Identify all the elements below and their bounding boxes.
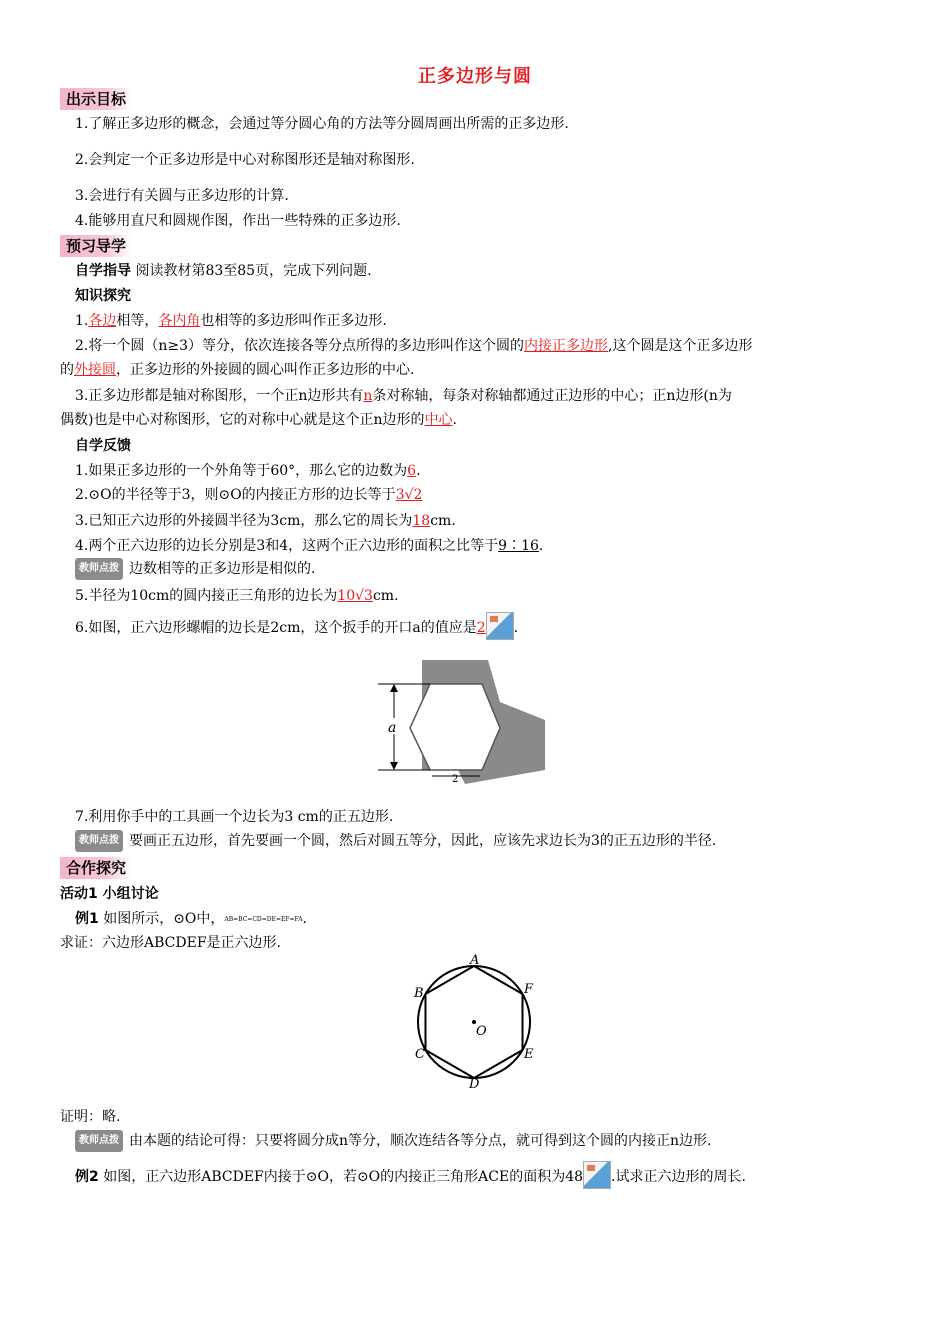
teacher-tip-badge: 教师点拨 (75, 1130, 123, 1152)
q2-answer-2: 外接圆 (74, 362, 116, 378)
teacher-tip-badge: 教师点拨 (75, 830, 123, 852)
section-tag-preview: 预习导学 (60, 235, 132, 257)
vertex-label-e: E (524, 1047, 534, 1062)
knowledge-q2-line1 (75, 336, 890, 356)
vertex-label-b: B (414, 986, 424, 1001)
q2-answer-1: 内接正多边形 (524, 338, 609, 354)
knowledge-q3-line2 (60, 410, 890, 430)
activity-heading: 活动1 小组讨论 (60, 886, 159, 902)
q1-prefix: 1. (75, 313, 89, 329)
q3-line2-prefix: 偶数)也是中心对称图形，它的对称中心就是这个正n边形的 (60, 412, 425, 428)
feedback-f3 (75, 511, 890, 531)
example-1-label: 例1 (75, 911, 99, 927)
example-1-prove: 求证：六边形ABCDEF是正六边形. (60, 935, 281, 951)
self-study-text: 阅读教材第83至85页，完成下列问题. (135, 263, 372, 279)
f3-answer: 18 (412, 513, 431, 529)
feedback-f5 (75, 586, 890, 606)
tip3-text: 由本题的结论可得：只要将圆分成n等分，顺次连结各等分点，就可得到这个圆的内接正n边形. (129, 1133, 712, 1149)
q1-answer-2: 各内角 (158, 313, 201, 329)
example-2-text: 如图，正六边形ABCDEF内接于⊙O，若⊙O的内接正三角形ACE的面积为48 (103, 1169, 584, 1185)
f3-suffix: cm. (430, 513, 456, 529)
q2-prefix: 2.将一个圆（n≥3）等分，依次连接各等分点所得的多边形叫作这个圆的 (75, 338, 525, 354)
f5-suffix: cm. (372, 588, 399, 604)
example-1-text: 如图所示，⊙O中， (103, 911, 225, 927)
teacher-tip-3 (75, 1130, 890, 1152)
q1-middle: 相等， (116, 313, 159, 329)
page-title: 正多边形与圆 (418, 66, 532, 87)
f6-suffix: . (513, 620, 519, 636)
hexagon-circle-figure (408, 950, 544, 1090)
vertex-label-a: A (470, 953, 480, 968)
example-2-label: 例2 (75, 1169, 99, 1185)
q1-answer-1: 各边 (88, 313, 117, 329)
vertex-label-f: F (524, 982, 534, 997)
center-label-o: O (476, 1024, 487, 1039)
vertex-label-c: C (415, 1047, 425, 1062)
f6-text: 6.如图，正六边形螺帽的边长是2cm，这个扳手的开口a的值应是 (75, 620, 477, 636)
f5-text: 5.半径为10cm的圆内接正三角形的边长为 (75, 588, 338, 604)
f4-answer: 9∶16 (498, 538, 539, 554)
f2-answer: 3√2 (395, 487, 423, 503)
q3-prefix: 3.正多边形都是轴对称图形，一个正n边形共有 (75, 388, 364, 404)
f1-text: 1.如果正多边形的一个外角等于60°，那么它的边数为 (75, 463, 408, 479)
q3-answer-1: n (363, 388, 373, 404)
f6-answer: 2 (476, 620, 486, 636)
arrow-down-icon (390, 762, 398, 770)
proof-text: 证明：略. (60, 1109, 121, 1125)
goal-item: 4.能够用直尺和圆规作图，作出一些特殊的正多边形. (75, 213, 401, 229)
teacher-tip-2 (75, 830, 890, 852)
section-tag-goals: 出示目标 (60, 88, 132, 110)
goal-item: 3.会进行有关圆与正多边形的计算. (75, 188, 289, 204)
feedback-label: 自学反馈 (75, 438, 131, 454)
example-2-suffix: .试求正六边形的周长. (611, 1169, 746, 1185)
tip2-text: 要画正五边形，首先要画一个圆，然后对圆五等分，因此，应该先求边长为3的正五边形的半径. (129, 833, 717, 849)
feedback-f1 (75, 461, 890, 481)
q3-suffix: . (452, 412, 457, 428)
f1-answer: 6 (407, 463, 417, 479)
hex-nut (410, 684, 500, 770)
feedback-f6 (75, 612, 890, 640)
q2-suffix: ，正多边形的外接圆的圆心叫作正多边形的中心. (116, 362, 415, 378)
f3-text: 3.已知正六边形的外接圆半径为3cm，那么它的周长为 (75, 513, 413, 529)
goal-item: 1.了解正多边形的概念，会通过等分圆心角的方法等分圆周画出所需的正多边形. (75, 116, 569, 132)
wrench-hexnut-figure (370, 652, 580, 792)
q2-line2-prefix: 的 (60, 362, 74, 378)
f4-suffix: . (538, 538, 544, 554)
knowledge-label: 知识探究 (75, 288, 131, 304)
arrow-up-icon (390, 684, 398, 692)
self-study-guide (75, 261, 890, 281)
vertex-label-d: D (469, 1077, 480, 1090)
knowledge-q2-line2 (60, 360, 890, 380)
f5-answer: 10√3 (337, 588, 373, 604)
formula-image-icon (583, 1161, 611, 1189)
q2-middle: ,这个圆是这个正多边形 (608, 338, 753, 354)
knowledge-q3-line1 (75, 386, 890, 406)
example-2 (75, 1161, 890, 1189)
dim-side-label: 2 (452, 774, 459, 785)
feedback-f4 (75, 536, 890, 556)
teacher-tip-1 (75, 558, 890, 580)
section-tag-coop: 合作探究 (60, 857, 132, 879)
q1-suffix: 也相等的多边形叫作正多边形. (200, 313, 387, 329)
goal-item: 2.会判定一个正多边形是中心对称图形还是轴对称图形. (75, 152, 415, 168)
dim-a-label: a (388, 720, 397, 736)
example-1 (75, 909, 890, 930)
f1-suffix: . (416, 463, 421, 479)
example-1-period: . (302, 911, 307, 927)
tip1-text: 边数相等的正多边形是相似的. (129, 561, 316, 577)
f2-text: 2.⊙O的半径等于3，则⊙O的内接正方形的边长等于 (75, 487, 396, 503)
feedback-f7: 7.利用你手中的工具画一个边长为3 cm的正五边形. (75, 809, 394, 825)
example-1-arcs: AB=BC=CD=DE=EF=FA (224, 916, 303, 923)
teacher-tip-badge: 教师点拨 (75, 558, 123, 580)
knowledge-q1 (75, 311, 890, 331)
q3-middle: 条对称轴，每条对称轴都通过正边形的中心；正n边形(n为 (372, 388, 732, 404)
q3-answer-2: 中心 (424, 412, 453, 428)
feedback-f2 (75, 485, 890, 505)
formula-image-icon (486, 612, 514, 640)
self-study-label: 自学指导 (75, 263, 131, 279)
f4-text: 4.两个正六边形的边长分别是3和4，这两个正六边形的面积之比等于 (75, 538, 499, 554)
